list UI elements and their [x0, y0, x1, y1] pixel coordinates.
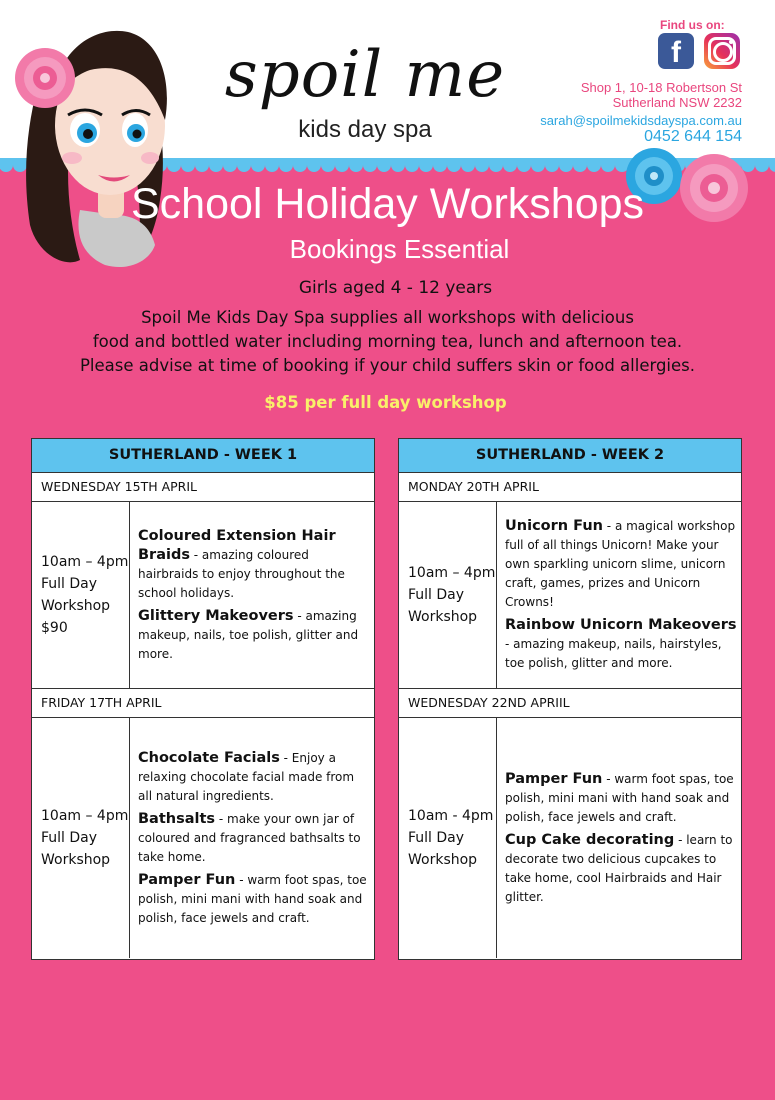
- girl-illustration: [10, 10, 180, 272]
- activity-item: [138, 810, 370, 867]
- session-description: [497, 718, 741, 958]
- week-1-session-1: [32, 502, 374, 689]
- activity-name: Bathsalts: [138, 810, 216, 827]
- week-2-session-1: [399, 502, 741, 689]
- session-time: [399, 718, 497, 958]
- week-2-session-2: [399, 718, 741, 958]
- time-label: Workshop: [408, 852, 478, 868]
- week-2-header: SUTHERLAND - WEEK 2: [399, 439, 741, 473]
- activity-text: - amazing makeup, nails, hairstyles, toe polish, glitter and more.: [505, 637, 722, 670]
- instagram-icon-dot: [729, 40, 733, 44]
- activity-name: Coloured Extension Hair Braids: [138, 527, 336, 563]
- session-description: [497, 502, 741, 688]
- time-type: Full Day: [41, 830, 98, 846]
- time-label: Workshop: [41, 598, 111, 614]
- session-time: [399, 502, 497, 688]
- time-type: Full Day: [408, 830, 465, 846]
- activity-item: [138, 749, 370, 806]
- activity-text: - amazing coloured hairbraids to enjoy throughout the school holidays.: [138, 547, 345, 600]
- page-title: School Holiday Workshops: [130, 180, 645, 228]
- price-text: $85 per full day workshop: [264, 393, 507, 412]
- instagram-icon[interactable]: [704, 33, 740, 69]
- instagram-icon-lens: [713, 42, 733, 62]
- week-1-day-2-label: FRIDAY 17TH APRIL: [32, 689, 374, 718]
- week-1-day-1-label: WEDNESDAY 15TH APRIL: [32, 473, 374, 502]
- time-type: Full Day: [41, 576, 98, 592]
- activity-name: Pamper Fun: [138, 871, 236, 888]
- week-1-table: [31, 438, 375, 960]
- intro-line-3: Please advise at time of booking if your child suffers skin or food allergies.: [79, 356, 696, 375]
- session-description: [130, 718, 374, 958]
- activity-name: Unicorn Fun: [505, 518, 603, 534]
- email-link[interactable]: sarah@spoilmekidsdayspa.com.au: [540, 113, 742, 128]
- activity-item: [138, 871, 370, 928]
- activity-item: [505, 616, 737, 673]
- age-range: Girls aged 4 - 12 years: [298, 278, 493, 298]
- week-1-header: SUTHERLAND - WEEK 1: [32, 439, 374, 473]
- activity-item: [505, 517, 737, 612]
- activity-item: [505, 831, 737, 907]
- logo-subtitle: kids day spa: [298, 116, 432, 143]
- activity-text: - learn to decorate two delicious cupcakes to take home, cool Hairbraids and Hair glitter.: [505, 832, 733, 904]
- activity-text: - a magical workshop full of all things Unicorn! Make your own sparkling unicorn slime, unicorn craft, games, prizes and Unicorn Crowns!: [505, 519, 736, 609]
- session-time: [32, 718, 130, 958]
- session-description: [130, 502, 374, 688]
- time-range: 10am – 4pm: [408, 565, 496, 581]
- find-us-label: Find us on:: [660, 18, 725, 32]
- activity-item: [138, 607, 370, 664]
- brand-logo: [215, 38, 515, 148]
- page-subtitle: Bookings Essential: [289, 234, 510, 264]
- activity-text: - Enjoy a relaxing chocolate facial made from all natural ingredients.: [138, 750, 355, 803]
- activity-text: - make your own jar of coloured and fragranced bathsalts to take home.: [138, 811, 361, 864]
- time-type: Full Day: [408, 587, 465, 603]
- activity-name: Rainbow Unicorn Makeovers: [505, 617, 737, 633]
- activity-item: [505, 770, 737, 827]
- week-2-day-2-label: WEDNESDAY 22ND APRIIL: [399, 689, 741, 718]
- time-label: Workshop: [41, 852, 111, 868]
- activity-text: - warm foot spas, toe polish, mini mani with hand soak and polish, face jewels and craft.: [138, 872, 367, 925]
- intro-line-2: food and bottled water including morning tea, lunch and afternoon tea.: [92, 332, 683, 351]
- time-range: 10am – 4pm: [41, 808, 129, 824]
- time-range: 10am – 4pm: [41, 554, 129, 570]
- activity-text: - amazing makeup, nails, toe polish, glitter and more.: [138, 608, 359, 661]
- activity-item: [138, 527, 370, 603]
- week-2-table: [398, 438, 742, 960]
- intro-text: [20, 306, 755, 378]
- logo-script-text: spoil me: [224, 38, 506, 112]
- time-range: 10am - 4pm: [408, 808, 494, 824]
- address-line-2: Sutherland NSW 2232: [612, 95, 742, 110]
- time-label: Workshop: [408, 609, 478, 625]
- address-line-1: Shop 1, 10-18 Robertson St: [580, 80, 742, 95]
- activity-name: Glittery Makeovers: [138, 607, 294, 624]
- activity-name: Cup Cake decorating: [505, 831, 675, 848]
- activity-name: Pamper Fun: [505, 770, 603, 787]
- week-2-day-1-label: MONDAY 20TH APRIL: [399, 473, 741, 502]
- intro-line-1: Spoil Me Kids Day Spa supplies all workshops with delicious: [141, 308, 634, 327]
- session-time: [32, 502, 130, 688]
- facebook-icon[interactable]: f: [658, 33, 694, 69]
- phone-number[interactable]: 0452 644 154: [644, 128, 742, 145]
- week-1-session-2: [32, 718, 374, 958]
- time-price: $90: [41, 620, 68, 636]
- activity-name: Chocolate Facials: [138, 749, 280, 766]
- activity-text: - warm foot spas, toe polish, mini mani with hand soak and polish, face jewels and craft.: [505, 771, 734, 824]
